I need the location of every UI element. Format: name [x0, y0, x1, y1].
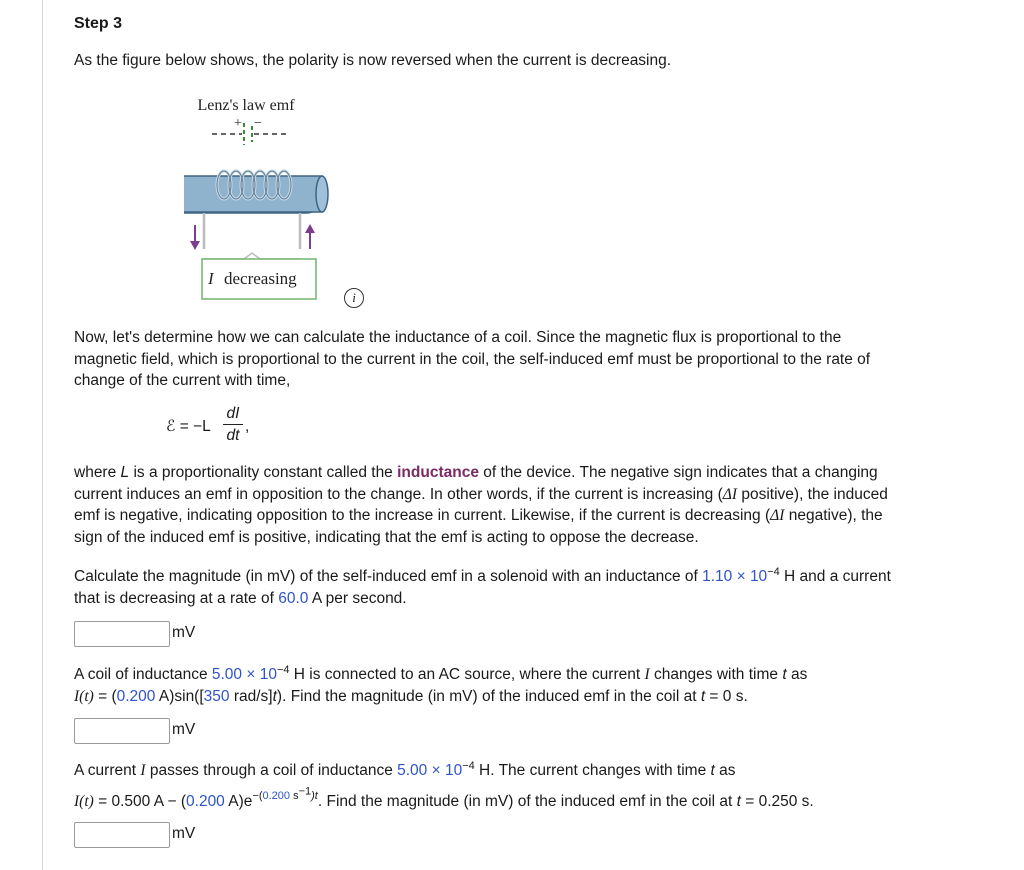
q2-unit: mV [172, 721, 196, 738]
caption-text: decreasing [224, 269, 297, 288]
q1-line-1: Calculate the magnitude (in mV) of the self-induced emf in a solenoid with an inductance of $1.10 \times 10^{-4}$ H and a current [74, 565, 891, 585]
para3-line-3: emf is negative, indicating opposition to the increase in current. Likewise, if the current is decreasing (ΔI negative), the [74, 507, 883, 524]
equation-numerator: dI [223, 404, 243, 425]
figure-title: Lenz's law emf [197, 97, 295, 114]
q3-unit: mV [172, 825, 196, 842]
question-2 [74, 663, 808, 738]
current-up-arrow-icon [305, 224, 315, 233]
info-icon[interactable]: i [344, 288, 364, 308]
q2-line-2: I(t) = (0.200 A)sin([350 rad/s]t). Find the magnitude (in mV) of the induced emf in the coil at t = 0 s. [74, 687, 748, 705]
caption-variable: I [208, 269, 214, 288]
q1-unit: mV [172, 624, 196, 641]
plus-sign: + [234, 116, 242, 131]
q3-answer-input[interactable] [74, 822, 170, 848]
equation-lhs: ℰ = −L [166, 418, 211, 435]
q2-line-1: A coil of inductance $5.00 \times 10^{-4}$ H is connected to an AC source, where the current I changes with time t as [74, 663, 808, 683]
equation-denominator: dt [226, 427, 240, 444]
step-title: Step 3 [74, 15, 123, 32]
equation-comma: , [245, 418, 250, 435]
para2-line-3: change of the current with time, [74, 372, 291, 389]
para2-line-1: Now, let's determine how we can calculate the inductance of a coil. Since the magnetic flux is proportional to the [74, 329, 842, 346]
intro-text: As the figure below shows, the polarity is now reversed when the current is decreasing. [74, 52, 672, 69]
paragraph-inductance-definition [74, 462, 888, 548]
para3-line-2: current induces an emf in opposition to the change. In other words, if the current is increasing (ΔI positive), the induced [74, 485, 888, 503]
q1-line-2: that is decreasing at a rate of 60.0 A per second. [74, 589, 407, 607]
minus-sign: − [254, 116, 262, 131]
q2-answer-input[interactable] [74, 718, 170, 744]
question-3 [74, 759, 814, 842]
inductance-term: inductance [397, 464, 479, 481]
current-down-arrow-icon [190, 241, 200, 250]
question-1 [74, 565, 891, 641]
para2-line-2: magnetic field, which is proportional to the current in the coil, the self-induced emf must be proportional to the rate of [74, 350, 871, 368]
equation-fraction [223, 404, 243, 445]
solenoid-diagram [184, 93, 374, 303]
q3-line-1: A current I passes through a coil of inductance $5.00 \times 10^{-4}$ H. The current changes with time t as [74, 759, 736, 779]
para3-line-1: where L is a proportionality constant called the inductance of the device. The negative sign indicates that a changing [74, 464, 878, 481]
lenz-law-figure [184, 93, 374, 303]
para3-line-4: sign of the induced emf is positive, indicating that the emf is acting to oppose the decrease. [74, 528, 699, 546]
left-rule [42, 0, 43, 870]
q1-answer-input[interactable] [74, 621, 170, 647]
q3-line-2: I(t) = 0.500 A − (0.200 $A)e^{-(0.200 s^{-1})t}$. Find the magnitude (in mV) of the induced emf in the coil at t = 0.250 s. [74, 785, 814, 810]
paragraph-inductance-intro [74, 327, 870, 392]
